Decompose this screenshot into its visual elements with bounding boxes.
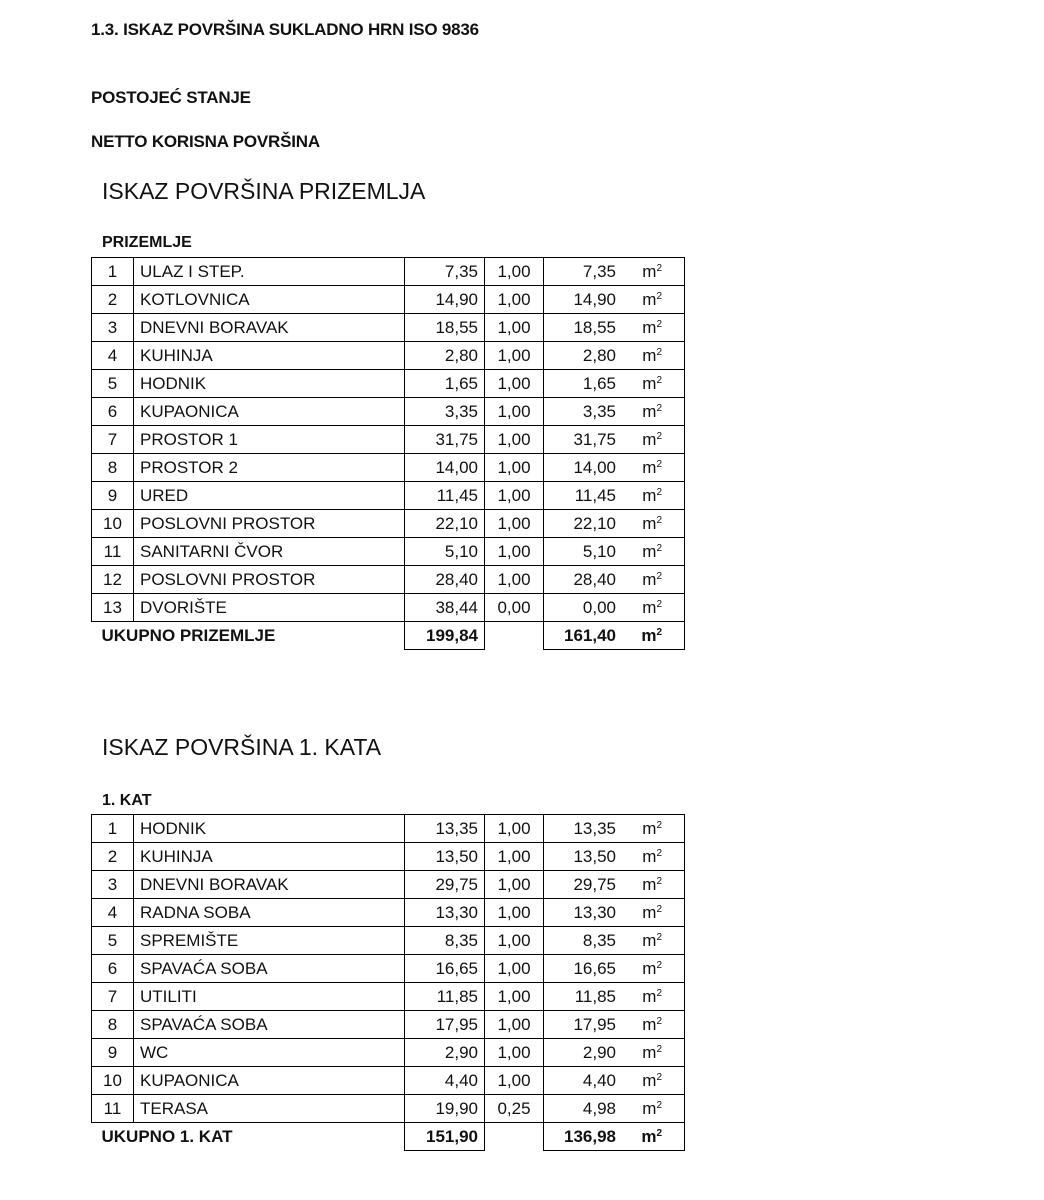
room-net-area bbox=[544, 955, 685, 983]
unit-label bbox=[616, 430, 662, 450]
unit-base: m bbox=[642, 261, 657, 281]
room-net-area bbox=[544, 1067, 685, 1095]
room-area: 8,35 bbox=[405, 927, 485, 955]
unit-exponent: 2 bbox=[656, 903, 662, 915]
room-number: 4 bbox=[92, 342, 134, 370]
room-net-area bbox=[544, 482, 685, 510]
room-number: 11 bbox=[92, 1095, 134, 1123]
unit-exponent: 2 bbox=[656, 931, 662, 943]
table-row bbox=[92, 314, 685, 342]
room-area: 13,35 bbox=[405, 815, 485, 843]
unit-base: m bbox=[642, 986, 657, 1006]
room-name: PROSTOR 1 bbox=[134, 426, 405, 454]
room-area: 13,30 bbox=[405, 899, 485, 927]
unit-label bbox=[616, 346, 662, 366]
table-row bbox=[92, 843, 685, 871]
room-net-area bbox=[544, 370, 685, 398]
room-number: 6 bbox=[92, 398, 134, 426]
room-coefficient: 1,00 bbox=[485, 1039, 544, 1067]
room-coefficient: 1,00 bbox=[485, 482, 544, 510]
unit-exponent: 2 bbox=[656, 987, 662, 999]
room-coefficient: 1,00 bbox=[485, 454, 544, 482]
table-row bbox=[92, 1095, 685, 1123]
room-name: POSLOVNI PROSTOR bbox=[134, 510, 405, 538]
net-area-heading: NETTO KORISNA POVRŠINA bbox=[91, 132, 320, 151]
room-name: ULAZ I STEP. bbox=[134, 258, 405, 286]
room-area: 13,50 bbox=[405, 843, 485, 871]
room-area: 31,75 bbox=[405, 426, 485, 454]
unit-exponent: 2 bbox=[656, 374, 662, 386]
net-value: 14,90 bbox=[573, 289, 616, 309]
room-name: PROSTOR 2 bbox=[134, 454, 405, 482]
room-coefficient: 1,00 bbox=[485, 955, 544, 983]
room-name: RADNA SOBA bbox=[134, 899, 405, 927]
unit-base: m bbox=[642, 373, 657, 393]
unit-label bbox=[616, 570, 662, 590]
room-coefficient: 1,00 bbox=[485, 983, 544, 1011]
room-name: KUPAONICA bbox=[134, 398, 405, 426]
net-value: 28,40 bbox=[573, 569, 616, 589]
unit-exponent: 2 bbox=[656, 1071, 662, 1083]
unit-exponent: 2 bbox=[656, 514, 662, 526]
room-area: 1,65 bbox=[405, 370, 485, 398]
unit-base: m bbox=[642, 1070, 657, 1090]
room-number: 4 bbox=[92, 899, 134, 927]
net-value: 13,35 bbox=[573, 818, 616, 838]
ground-floor-title: ISKAZ POVRŠINA PRIZEMLJA bbox=[102, 178, 426, 204]
room-area: 4,40 bbox=[405, 1067, 485, 1095]
unit-base: m bbox=[642, 818, 657, 838]
room-name: UTILITI bbox=[134, 983, 405, 1011]
room-coefficient: 1,00 bbox=[485, 1067, 544, 1095]
net-value: 13,30 bbox=[573, 902, 616, 922]
total-net-area bbox=[544, 1123, 685, 1151]
unit-label bbox=[616, 514, 662, 534]
unit-label bbox=[616, 402, 662, 422]
room-area: 38,44 bbox=[405, 594, 485, 622]
net-value: 22,10 bbox=[573, 513, 616, 533]
total-row bbox=[92, 1123, 685, 1151]
room-area: 14,00 bbox=[405, 454, 485, 482]
document-heading: 1.3. ISKAZ POVRŠINA SUKLADNO HRN ISO 9836 bbox=[91, 20, 479, 39]
net-value: 2,90 bbox=[582, 1042, 616, 1062]
unit-label bbox=[616, 374, 662, 394]
room-coefficient: 1,00 bbox=[485, 258, 544, 286]
room-number: 10 bbox=[92, 1067, 134, 1095]
table-row bbox=[92, 258, 685, 286]
unit-exponent: 2 bbox=[656, 875, 662, 887]
unit-label bbox=[616, 959, 662, 979]
unit-exponent: 2 bbox=[656, 402, 662, 414]
room-net-area bbox=[544, 258, 685, 286]
table-row bbox=[92, 286, 685, 314]
unit-exponent: 2 bbox=[656, 262, 662, 274]
room-net-area bbox=[544, 538, 685, 566]
room-net-area bbox=[544, 426, 685, 454]
room-net-area bbox=[544, 843, 685, 871]
room-name: HODNIK bbox=[134, 815, 405, 843]
unit-exponent: 2 bbox=[656, 626, 662, 638]
room-coefficient: 1,00 bbox=[485, 871, 544, 899]
net-value: 4,98 bbox=[582, 1098, 616, 1118]
net-value: 31,75 bbox=[573, 429, 616, 449]
unit-exponent: 2 bbox=[656, 847, 662, 859]
net-value: 0,00 bbox=[582, 597, 616, 617]
table-row bbox=[92, 398, 685, 426]
room-name: POSLOVNI PROSTOR bbox=[134, 566, 405, 594]
table-row bbox=[92, 983, 685, 1011]
table-row bbox=[92, 342, 685, 370]
net-value: 11,85 bbox=[574, 986, 616, 1006]
room-name: URED bbox=[134, 482, 405, 510]
unit-label bbox=[616, 847, 662, 867]
ground-floor-table bbox=[91, 257, 685, 650]
room-coefficient: 1,00 bbox=[485, 843, 544, 871]
room-area: 2,80 bbox=[405, 342, 485, 370]
room-coefficient: 1,00 bbox=[485, 510, 544, 538]
net-value: 1,65 bbox=[582, 373, 616, 393]
table-row bbox=[92, 1067, 685, 1095]
room-name: SPREMIŠTE bbox=[134, 927, 405, 955]
room-area: 18,55 bbox=[405, 314, 485, 342]
room-area: 3,35 bbox=[405, 398, 485, 426]
unit-base: m bbox=[642, 289, 657, 309]
unit-base: m bbox=[642, 1098, 657, 1118]
unit-exponent: 2 bbox=[656, 1127, 662, 1139]
total-net-area bbox=[544, 622, 685, 650]
room-name: DVORIŠTE bbox=[134, 594, 405, 622]
net-value: 16,65 bbox=[573, 958, 616, 978]
room-number: 1 bbox=[92, 258, 134, 286]
unit-exponent: 2 bbox=[656, 1015, 662, 1027]
total-coefficient-blank bbox=[485, 1123, 544, 1151]
unit-label bbox=[616, 931, 662, 951]
room-number: 6 bbox=[92, 955, 134, 983]
room-net-area bbox=[544, 815, 685, 843]
room-name: HODNIK bbox=[134, 370, 405, 398]
unit-base: m bbox=[642, 485, 657, 505]
room-coefficient: 1,00 bbox=[485, 815, 544, 843]
room-number: 12 bbox=[92, 566, 134, 594]
room-number: 1 bbox=[92, 815, 134, 843]
total-net-value: 161,40 bbox=[564, 625, 616, 645]
unit-exponent: 2 bbox=[656, 1043, 662, 1055]
table-row bbox=[92, 1039, 685, 1067]
table-row bbox=[92, 815, 685, 843]
net-value: 3,35 bbox=[582, 401, 616, 421]
total-net-value: 136,98 bbox=[564, 1126, 616, 1146]
room-number: 5 bbox=[92, 927, 134, 955]
unit-label bbox=[616, 1071, 662, 1091]
unit-base: m bbox=[642, 846, 657, 866]
room-net-area bbox=[544, 1011, 685, 1039]
room-area: 17,95 bbox=[405, 1011, 485, 1039]
unit-exponent: 2 bbox=[656, 346, 662, 358]
room-name: SPAVAĆA SOBA bbox=[134, 955, 405, 983]
table-row bbox=[92, 454, 685, 482]
room-coefficient: 1,00 bbox=[485, 1011, 544, 1039]
unit-exponent: 2 bbox=[656, 819, 662, 831]
unit-label bbox=[616, 1043, 662, 1063]
unit-base: m bbox=[642, 597, 657, 617]
total-label: UKUPNO 1. KAT bbox=[101, 1126, 233, 1146]
room-area: 14,90 bbox=[405, 286, 485, 314]
room-net-area bbox=[544, 927, 685, 955]
unit-exponent: 2 bbox=[656, 486, 662, 498]
room-number: 8 bbox=[92, 454, 134, 482]
unit-exponent: 2 bbox=[656, 290, 662, 302]
unit-base: m bbox=[642, 457, 657, 477]
net-value: 11,45 bbox=[574, 485, 616, 505]
unit-label bbox=[616, 486, 662, 506]
unit-base: m bbox=[642, 513, 657, 533]
room-coefficient: 1,00 bbox=[485, 370, 544, 398]
net-value: 29,75 bbox=[573, 874, 616, 894]
unit-label bbox=[616, 262, 662, 282]
room-number: 2 bbox=[92, 843, 134, 871]
first-floor-table bbox=[91, 814, 685, 1151]
unit-label bbox=[616, 598, 662, 618]
total-area: 151,90 bbox=[405, 1123, 485, 1151]
unit-label bbox=[616, 987, 662, 1007]
total-label: UKUPNO PRIZEMLJE bbox=[101, 625, 276, 645]
existing-state-heading: POSTOJEĆ STANJE bbox=[91, 88, 251, 107]
total-coefficient-blank bbox=[485, 622, 544, 650]
room-net-area bbox=[544, 1095, 685, 1123]
room-name: SPAVAĆA SOBA bbox=[134, 1011, 405, 1039]
net-value: 2,80 bbox=[582, 345, 616, 365]
table-row bbox=[92, 871, 685, 899]
room-coefficient: 1,00 bbox=[485, 899, 544, 927]
room-area: 19,90 bbox=[405, 1095, 485, 1123]
room-net-area bbox=[544, 899, 685, 927]
table-row bbox=[92, 899, 685, 927]
room-coefficient: 1,00 bbox=[485, 314, 544, 342]
unit-label bbox=[616, 875, 662, 895]
room-number: 9 bbox=[92, 482, 134, 510]
unit-label bbox=[616, 1099, 662, 1119]
room-number: 2 bbox=[92, 286, 134, 314]
room-coefficient: 1,00 bbox=[485, 538, 544, 566]
unit-exponent: 2 bbox=[656, 542, 662, 554]
table-row bbox=[92, 426, 685, 454]
room-area: 7,35 bbox=[405, 258, 485, 286]
room-coefficient: 0,25 bbox=[485, 1095, 544, 1123]
unit-label bbox=[616, 542, 662, 562]
unit-base: m bbox=[642, 429, 657, 449]
room-name: KUPAONICA bbox=[134, 1067, 405, 1095]
unit-exponent: 2 bbox=[656, 598, 662, 610]
unit-base: m bbox=[642, 345, 657, 365]
room-number: 5 bbox=[92, 370, 134, 398]
room-coefficient: 0,00 bbox=[485, 594, 544, 622]
room-area: 22,10 bbox=[405, 510, 485, 538]
unit-exponent: 2 bbox=[656, 1099, 662, 1111]
room-coefficient: 1,00 bbox=[485, 286, 544, 314]
room-net-area bbox=[544, 1039, 685, 1067]
unit-label bbox=[616, 903, 662, 923]
room-number: 10 bbox=[92, 510, 134, 538]
unit-base: m bbox=[642, 874, 657, 894]
net-value: 4,40 bbox=[582, 1070, 616, 1090]
table-row bbox=[92, 955, 685, 983]
unit-base: m bbox=[642, 317, 657, 337]
unit-exponent: 2 bbox=[656, 318, 662, 330]
unit-exponent: 2 bbox=[656, 959, 662, 971]
room-area: 29,75 bbox=[405, 871, 485, 899]
unit-base: m bbox=[642, 902, 657, 922]
room-net-area bbox=[544, 286, 685, 314]
unit-label bbox=[616, 626, 662, 646]
total-row bbox=[92, 622, 685, 650]
room-net-area bbox=[544, 510, 685, 538]
unit-label bbox=[616, 458, 662, 478]
table-row bbox=[92, 370, 685, 398]
unit-exponent: 2 bbox=[656, 430, 662, 442]
unit-base: m bbox=[642, 401, 657, 421]
table-row bbox=[92, 927, 685, 955]
total-area: 199,84 bbox=[405, 622, 485, 650]
unit-base: m bbox=[641, 1126, 657, 1146]
room-name: DNEVNI BORAVAK bbox=[134, 871, 405, 899]
room-number: 11 bbox=[92, 538, 134, 566]
room-number: 8 bbox=[92, 1011, 134, 1039]
table-row bbox=[92, 482, 685, 510]
room-net-area bbox=[544, 342, 685, 370]
first-floor-label: 1. KAT bbox=[102, 792, 152, 809]
room-name: KOTLOVNICA bbox=[134, 286, 405, 314]
room-name: DNEVNI BORAVAK bbox=[134, 314, 405, 342]
net-value: 18,55 bbox=[573, 317, 616, 337]
room-net-area bbox=[544, 594, 685, 622]
unit-base: m bbox=[642, 1014, 657, 1034]
room-area: 28,40 bbox=[405, 566, 485, 594]
room-number: 9 bbox=[92, 1039, 134, 1067]
unit-base: m bbox=[642, 541, 657, 561]
net-value: 14,00 bbox=[573, 457, 616, 477]
net-value: 5,10 bbox=[582, 541, 616, 561]
unit-exponent: 2 bbox=[656, 570, 662, 582]
unit-base: m bbox=[642, 930, 657, 950]
room-coefficient: 1,00 bbox=[485, 398, 544, 426]
unit-label bbox=[616, 1127, 662, 1147]
net-value: 8,35 bbox=[582, 930, 616, 950]
net-value: 17,95 bbox=[573, 1014, 616, 1034]
room-name: KUHINJA bbox=[134, 843, 405, 871]
room-area: 11,85 bbox=[405, 983, 485, 1011]
room-net-area bbox=[544, 566, 685, 594]
room-number: 7 bbox=[92, 983, 134, 1011]
room-name: TERASA bbox=[134, 1095, 405, 1123]
room-name: SANITARNI ČVOR bbox=[134, 538, 405, 566]
table-row bbox=[92, 566, 685, 594]
unit-exponent: 2 bbox=[656, 458, 662, 470]
room-area: 2,90 bbox=[405, 1039, 485, 1067]
room-number: 7 bbox=[92, 426, 134, 454]
room-area: 11,45 bbox=[405, 482, 485, 510]
room-number: 3 bbox=[92, 314, 134, 342]
room-coefficient: 1,00 bbox=[485, 426, 544, 454]
table-row bbox=[92, 538, 685, 566]
room-coefficient: 1,00 bbox=[485, 342, 544, 370]
room-number: 13 bbox=[92, 594, 134, 622]
room-net-area bbox=[544, 983, 685, 1011]
table-row bbox=[92, 510, 685, 538]
table-row bbox=[92, 594, 685, 622]
room-net-area bbox=[544, 314, 685, 342]
unit-label bbox=[616, 819, 662, 839]
ground-floor-label: PRIZEMLJE bbox=[102, 234, 192, 251]
room-net-area bbox=[544, 398, 685, 426]
unit-label bbox=[616, 1015, 662, 1035]
unit-base: m bbox=[642, 569, 657, 589]
room-net-area bbox=[544, 454, 685, 482]
room-name: WC bbox=[134, 1039, 405, 1067]
unit-label bbox=[616, 290, 662, 310]
room-area: 16,65 bbox=[405, 955, 485, 983]
room-coefficient: 1,00 bbox=[485, 927, 544, 955]
room-net-area bbox=[544, 871, 685, 899]
net-value: 13,50 bbox=[573, 846, 616, 866]
unit-label bbox=[616, 318, 662, 338]
unit-base: m bbox=[641, 625, 657, 645]
unit-base: m bbox=[642, 958, 657, 978]
room-area: 5,10 bbox=[405, 538, 485, 566]
room-name: KUHINJA bbox=[134, 342, 405, 370]
net-value: 7,35 bbox=[582, 261, 616, 281]
room-number: 3 bbox=[92, 871, 134, 899]
room-coefficient: 1,00 bbox=[485, 566, 544, 594]
unit-base: m bbox=[642, 1042, 657, 1062]
first-floor-title: ISKAZ POVRŠINA 1. KATA bbox=[102, 734, 382, 760]
table-row bbox=[92, 1011, 685, 1039]
